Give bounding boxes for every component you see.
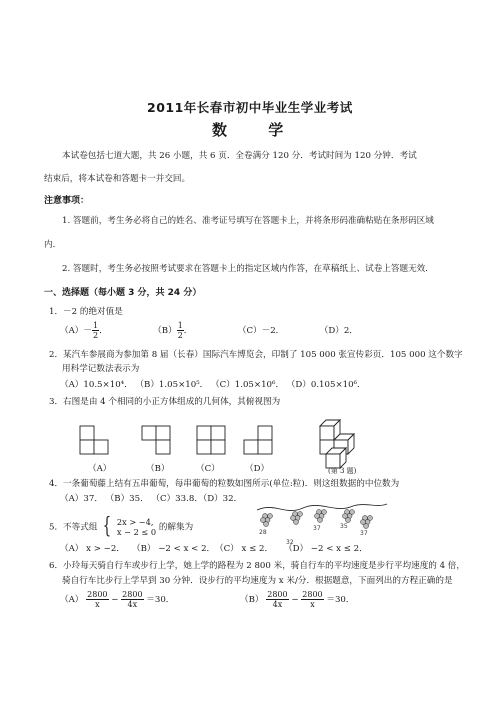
notice-item-1-cont: 内． (44, 240, 62, 250)
q5-option-b: （B） −2 < x < 2． (132, 544, 216, 554)
subject-title: 数 学 (212, 121, 302, 139)
q5-inequality-system: 2x > −4, x − 2 ≤ 0 (116, 517, 157, 537)
q1-a-fraction: $\frac{1}{2}$ (93, 321, 99, 340)
exam-title: 2011年长春市初中毕业生学业考试 (147, 100, 353, 115)
grape-count-4: 35 (340, 523, 348, 530)
q3-option-a-figure (80, 426, 108, 454)
q1-option-a: （A）－ $\frac{1}{2}$ ． (60, 321, 108, 340)
section-heading: 一、选择题（每小题 3 分，共 24 分） (44, 288, 202, 298)
q3-stem: 3．右图是由 4 个相同的小正方体组成的几何体，其俯视图为 (49, 397, 281, 407)
q4-line-1: 4．一条葡萄藤上结有五串葡萄，每串葡萄的粒数如图所示(单位:粒)．则这组数据的中位数为 (49, 479, 400, 489)
q3-label-b: （B） (146, 464, 170, 474)
q2-line-2: 用科学记数法表示为 (62, 364, 140, 374)
intro-line-1: 本试卷包括七道大题，共 26 小题，共 6 页．全卷满分 120 分．考试时间为 120 分钟．考试 (62, 151, 417, 161)
q3-option-d-figure (244, 426, 272, 454)
q1-stem: 1．－2 的绝对值是 (49, 307, 123, 317)
q2-options: （A）10.5×10⁴． （B）1.05×10⁵． （C）1.05×10⁶． （D）0.105×10⁶． (60, 380, 366, 390)
q6-line-1: 6．小玲每天骑自行车或步行上学，她上学的路程为 2 800 米，骑自行车的平均速度是步行平均速度的 4 倍， (49, 561, 465, 571)
q3-solid-figure (320, 420, 354, 468)
q3-label-c: （C） (196, 464, 220, 474)
q3-label-d: （D） (245, 464, 270, 474)
q5-option-d: （D） −2 < x ≤ 2． (284, 544, 368, 554)
q1-option-b: （B） $\frac{1}{2}$ ． (153, 321, 193, 340)
q6-option-b: （B） $\frac{2800}{4x}$ − $\frac{2800}{x}$ ＝30． (240, 590, 355, 609)
q1-options (60, 321, 358, 340)
q5-option-a: （A） x > −2． (60, 544, 125, 554)
grape-count-3: 37 (313, 525, 321, 532)
q5-option-c: （C） x ≤ 2． (215, 544, 274, 554)
grape-vine (257, 504, 387, 511)
notice-item-1: 1. 答题前，考生务必将自己的姓名、准考证号填写在答题卡上，并将条形码准确粘贴在条形码区域 (62, 216, 434, 226)
grape-count-1: 28 (259, 529, 267, 536)
q3-option-c-figure (197, 426, 225, 454)
q2-line-1: 2．某汽车参展商为参加第 8 届（长春）国际汽车博览会，印制了 105 000 张宣传彩页．105 000 这个数字 (49, 350, 463, 360)
q3-figure-caption: (第 3 题) (328, 467, 357, 475)
intro-line-2: 结束后，将本试卷和答题卡一并交回。 (44, 174, 191, 184)
grape-count-2: 32 (286, 539, 294, 546)
q3-label-a: （A） (88, 464, 112, 474)
q1-option-d: （D）2． (319, 326, 358, 336)
grape-count-5: 37 (360, 530, 368, 537)
notice-heading: 注意事项： (44, 196, 90, 206)
q4-options: （A）37． （B）35． （C）33.8．（D）32． (60, 494, 243, 504)
q1-b-fraction: $\frac{1}{2}$ (177, 321, 183, 340)
q1-option-c: （C）－2． (237, 326, 285, 336)
q6-line-2: 骑自行车比步行上学早到 30 分钟．设步行的平均速度为 x 米/分．根据题意，下面列出的方程正确的是 (62, 576, 453, 586)
notice-item-2: 2. 答题时，考生务必按照考试要求在答题卡上的指定区域内作答，在草稿纸上、试卷上答题无效． (62, 264, 434, 274)
q5-stem: 5．不等式组 { 2x > −4, x − 2 ≤ 0 的解集为 (49, 514, 194, 539)
q6-option-a: （A） $\frac{2800}{x}$ − $\frac{2800}{4x}$ ＝30． (60, 590, 175, 609)
q3-option-b-figure (142, 426, 170, 454)
